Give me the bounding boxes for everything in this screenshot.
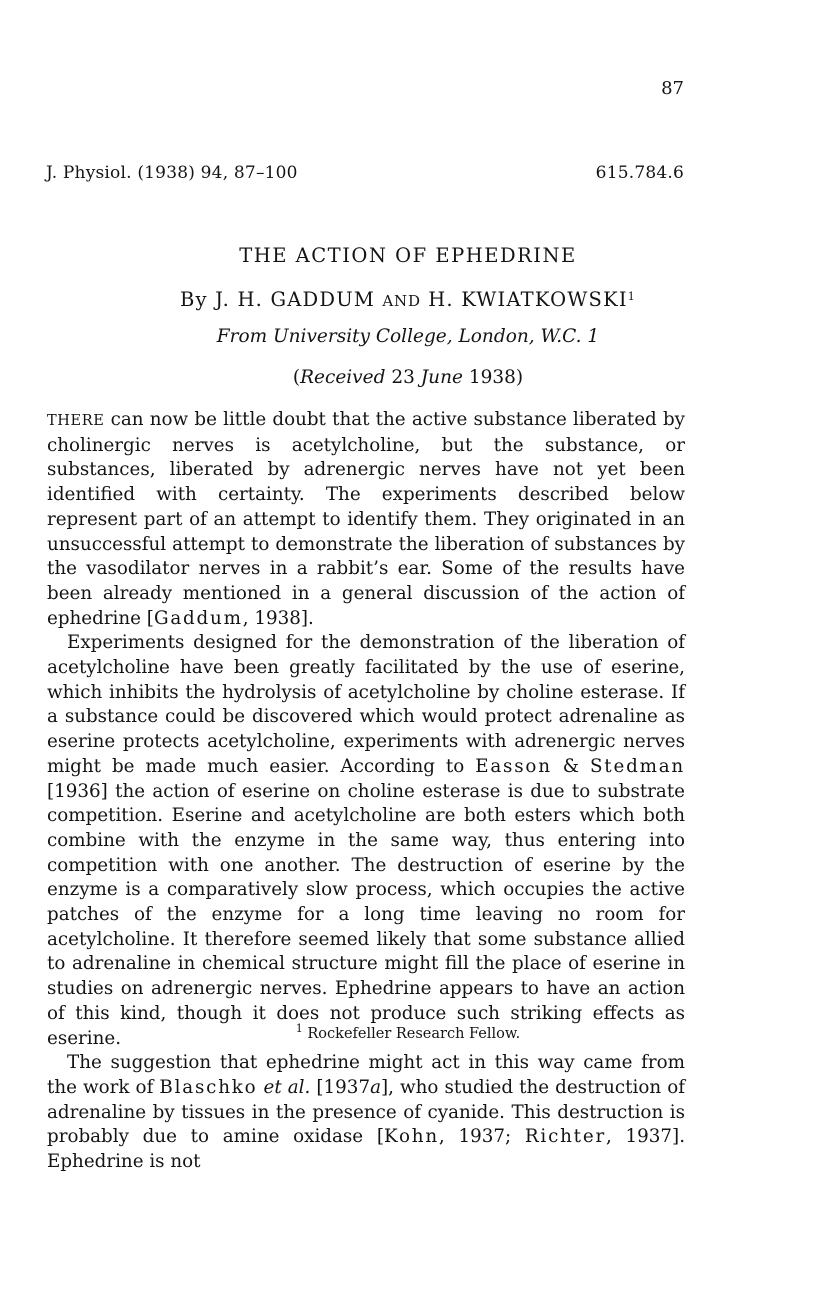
citation-easson: Easson [475, 755, 552, 777]
paragraph-3: The suggestion that ephedrine might act in this way came from the work of Blaschko et al. [1937a], who studied the destruction of adrenaline by tissues in the presence of cyanide. This destruction is probably due to amine oxidase [Kohn, 1937; Richter, 1937]. Ephedrine is not [47, 1052, 686, 1173]
article-body [47, 408, 685, 1175]
udc-code: 615.784.6 [595, 163, 684, 183]
author-2: H. KWIATKOWSKI [428, 288, 628, 311]
paragraph-2: Experiments designed for the demonstration of the liberation of acetylcholine have been greatly facilitated by the use of eserine, which inhibits the hydrolysis of acetylcholine by choline esterase. If a substance could be discovered which would protect adrenaline as eserine protects acetylcholine, experiments with adrenergic nerves might be made much easier. According to Easson & Stedman [1936] the action of eserine on choline esterase is due to substrate competition. Eserine and acetylcholine are both esters which both combine with the enzyme in the same way, thus entering into competition with one another. The destruction of eserine by the enzyme is a comparatively slow process, which occupies the active patches of the enzyme for a long time leaving no room for acetylcholine. It therefore seemed likely that some substance allied to adrenaline in chemical structure might fill the place of eserine in studies on adrenergic nerves. Ephedrine appears to have an action of this kind, though it does not produce such striking effects as eserine. [47, 632, 685, 1049]
et-al: et al. [257, 1076, 311, 1098]
footnote-text: Rockefeller Research Fellow. [302, 1026, 521, 1042]
citation-stedman: Stedman [589, 755, 685, 777]
by-label: By [180, 288, 208, 311]
citation-gaddum: Gaddum [153, 607, 243, 629]
page-number: 87 [661, 78, 684, 99]
paragraph-1: THERE can now be little doubt that the active substance liberated by cholinergic nerves is acetylcholine, but the substance, or substances, liberated by adrenergic nerves have not yet been identified with certainty. The experiments described below represent part of an attempt to identify them. They originated in an unsuccessful attempt to demonstrate the liberation of substances by the vasodilator nerves in a rabbit’s ear. Some of the results have been already mentioned in a general discussion of the action of ephedrine [Gaddum, 1938]. [47, 409, 685, 629]
and-label: AND [382, 292, 421, 310]
footnote-mark: 1 [295, 1022, 303, 1035]
citation-kohn: Kohn [383, 1126, 439, 1148]
journal-reference: J. Physiol. (1938) 94, 87–100 [46, 163, 298, 183]
footnote [0, 1022, 816, 1042]
citation-blaschko: Blaschko [159, 1076, 258, 1098]
article-title: THE ACTION OF EPHEDRINE [239, 244, 577, 267]
author-line [0, 288, 816, 311]
affiliation: From University College, London, W.C. 1 [216, 326, 600, 347]
author-1: J. H. GADDUM [215, 288, 376, 311]
received-month: June [420, 367, 463, 388]
lead-word: THERE [47, 413, 105, 429]
received-date: (Received 23 June 1938) [292, 367, 524, 388]
author-footnote-mark: 1 [627, 290, 636, 303]
received-word: Received [300, 367, 386, 388]
citation-richter: Richter [524, 1126, 606, 1148]
